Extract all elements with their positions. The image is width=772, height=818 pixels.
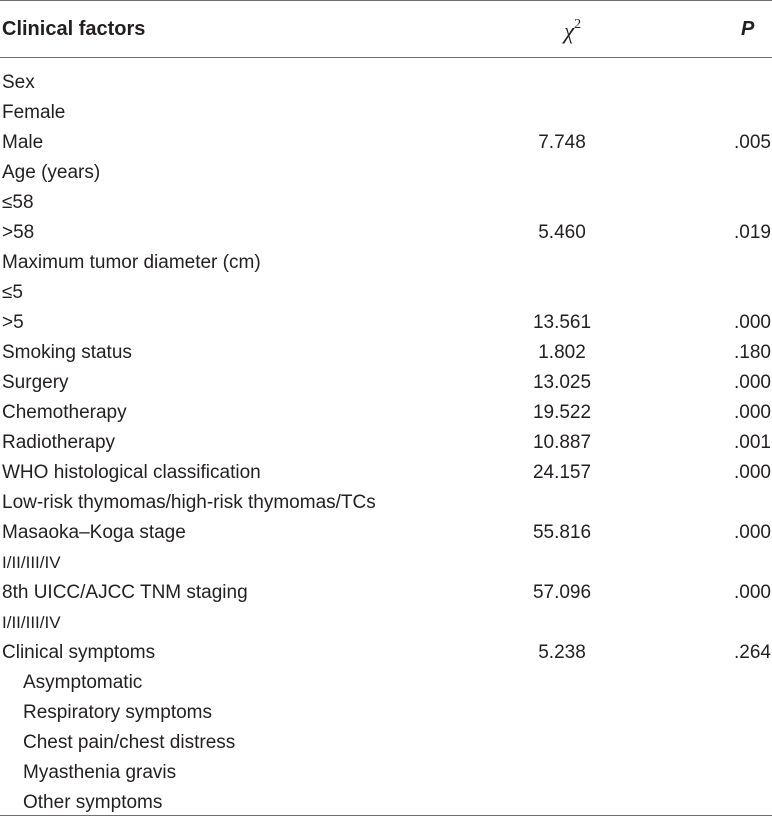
p-cell: .000 bbox=[734, 402, 771, 423]
table-row bbox=[0, 668, 772, 698]
factor-cell: Sex bbox=[2, 72, 35, 93]
table-row bbox=[0, 698, 772, 728]
factor-cell: Surgery bbox=[2, 372, 69, 393]
factor-cell: Clinical symptoms bbox=[2, 642, 156, 663]
factor-cell: Age (years) bbox=[2, 162, 101, 183]
table-row bbox=[0, 638, 772, 668]
chi-cell: 10.887 bbox=[532, 432, 592, 453]
table-row bbox=[0, 758, 772, 788]
chi-cell: 19.522 bbox=[532, 402, 592, 423]
chi-cell: 13.561 bbox=[532, 312, 592, 333]
factor-cell: Male bbox=[2, 132, 44, 153]
p-cell: .000 bbox=[734, 312, 771, 333]
factor-cell: Myasthenia gravis bbox=[23, 762, 177, 783]
p-cell: .000 bbox=[734, 582, 771, 603]
table-row bbox=[0, 68, 772, 98]
factor-cell: Smoking status bbox=[2, 342, 132, 363]
table-row bbox=[0, 338, 772, 368]
chi-cell: 55.816 bbox=[532, 522, 592, 543]
p-cell: .019 bbox=[734, 222, 771, 243]
chi-cell: 5.238 bbox=[538, 642, 586, 663]
table-row bbox=[0, 608, 772, 638]
table-row bbox=[0, 188, 772, 218]
factor-cell: Other symptoms bbox=[23, 792, 163, 813]
table-row bbox=[0, 128, 772, 158]
factor-cell: >58 bbox=[2, 222, 35, 243]
p-cell: .005 bbox=[734, 132, 771, 153]
factor-cell: Maximum tumor diameter (cm) bbox=[2, 252, 261, 273]
factor-cell: I/II/III/IV bbox=[2, 613, 61, 632]
factor-cell: ≤58 bbox=[2, 192, 34, 213]
factor-cell: Asymptomatic bbox=[23, 672, 143, 693]
factor-cell: Chest pain/chest distress bbox=[23, 732, 236, 753]
chi-cell: 57.096 bbox=[532, 582, 592, 603]
factor-cell: Low-risk thymomas/high-risk thymomas/TCs bbox=[2, 492, 376, 513]
p-cell: .000 bbox=[734, 372, 771, 393]
factor-cell: Radiotherapy bbox=[2, 432, 116, 453]
table-row bbox=[0, 368, 772, 398]
p-cell: .264 bbox=[734, 642, 771, 663]
factor-cell: Female bbox=[2, 102, 66, 123]
table-row bbox=[0, 158, 772, 188]
table-header bbox=[0, 0, 772, 57]
table-row bbox=[0, 578, 772, 608]
p-cell: .001 bbox=[734, 432, 771, 453]
table-row bbox=[0, 548, 772, 578]
chi-cell: 5.460 bbox=[538, 222, 586, 243]
table-row bbox=[0, 98, 772, 128]
table-row bbox=[0, 488, 772, 518]
p-cell: .180 bbox=[734, 342, 771, 363]
table-row bbox=[0, 428, 772, 458]
table-row bbox=[0, 278, 772, 308]
table-row bbox=[0, 788, 772, 818]
table-row bbox=[0, 728, 772, 758]
header-chi-square bbox=[564, 15, 581, 44]
factor-cell: >5 bbox=[2, 312, 24, 333]
factor-cell: ≤5 bbox=[2, 282, 23, 303]
table-row bbox=[0, 458, 772, 488]
header-p-value: P bbox=[741, 18, 755, 40]
chi-symbol: χ bbox=[564, 18, 575, 44]
factor-cell: 8th UICC/AJCC TNM staging bbox=[2, 582, 248, 603]
chi-superscript: 2 bbox=[574, 17, 582, 32]
p-cell: .000 bbox=[734, 522, 771, 543]
chi-cell: 1.802 bbox=[538, 342, 586, 363]
table-row bbox=[0, 218, 772, 248]
chi-cell: 13.025 bbox=[532, 372, 592, 393]
header-clinical-factors: Clinical factors bbox=[2, 18, 146, 40]
table-row bbox=[0, 398, 772, 428]
factor-cell: I/II/III/IV bbox=[2, 553, 61, 572]
p-cell: .000 bbox=[734, 462, 771, 483]
table-body bbox=[0, 68, 772, 818]
table-row bbox=[0, 308, 772, 338]
table-row bbox=[0, 248, 772, 278]
factor-cell: WHO histological classification bbox=[2, 462, 261, 483]
factor-cell: Respiratory symptoms bbox=[23, 702, 212, 723]
header-rule bbox=[0, 57, 772, 58]
chi-cell: 24.157 bbox=[532, 462, 592, 483]
factor-cell: Masaoka–Koga stage bbox=[2, 522, 186, 543]
table-row bbox=[0, 518, 772, 548]
chi-cell: 7.748 bbox=[538, 132, 586, 153]
factor-cell: Chemotherapy bbox=[2, 402, 127, 423]
